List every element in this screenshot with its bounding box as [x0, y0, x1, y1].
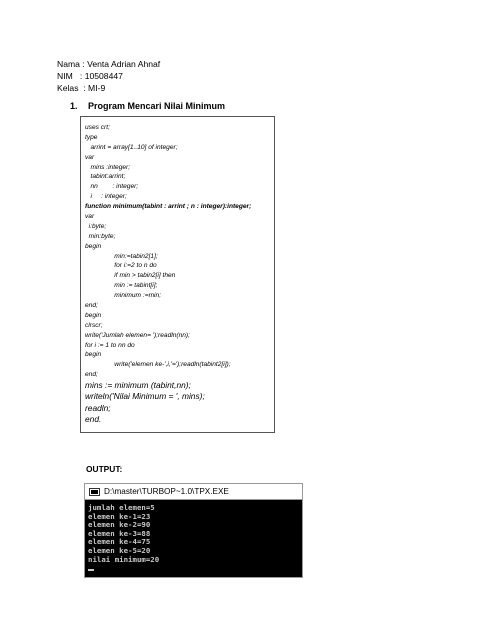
code-line: writeln('Nilai Minimum = ', mins); [85, 391, 205, 402]
code-line: mins := minimum (tabint,nn); [85, 380, 191, 391]
code-line: min:=tabin2[1]; [85, 252, 158, 260]
code-line: end; [85, 371, 98, 379]
console-line: elemen ke-3=88 [88, 528, 151, 538]
console-line: elemen ke-4=75 [88, 537, 151, 547]
code-line: write('elemen ke-',i,'=');readln(tabint2[i]); [85, 361, 231, 369]
code-line: for i := 1 to nn do [85, 341, 135, 349]
console-cursor [88, 569, 94, 571]
console-line: elemen ke-2=90 [88, 520, 151, 530]
console-line: elemen ke-1=23 [88, 511, 151, 521]
code-line: mins :integer; [85, 163, 131, 171]
console-output [85, 500, 302, 571]
code-line: write('Jumlah elemen= ');readln(nn); [85, 331, 190, 339]
code-listing [80, 116, 275, 433]
code-line: clrscr; [85, 321, 103, 329]
console-line: nilai minimum=20 [88, 554, 160, 564]
output-label: OUTPUT: [86, 464, 123, 474]
console-window-icon [89, 488, 100, 496]
code-line: arrint = array[1..10] of integer; [85, 143, 178, 151]
code-line: for i:=2 to n do [85, 262, 157, 270]
code-line: begin [85, 242, 102, 250]
section-number: 1. [70, 101, 78, 111]
student-class: Kelas : MI-9 [57, 83, 106, 93]
code-line: nn : integer; [85, 183, 139, 191]
code-line: begin [85, 351, 102, 359]
code-line: function minimum(tabint : arrint ; n : integer):integer; [85, 203, 252, 211]
section-title: Program Mencari Nilai Minimum [88, 101, 226, 111]
console-line: jumlah elemen=5 [88, 503, 155, 512]
console-line: elemen ke-5=20 [88, 545, 151, 555]
code-line: min:byte; [85, 232, 116, 240]
code-line: minimum :=min; [85, 292, 162, 300]
student-nim: NIM : 10508447 [57, 71, 123, 81]
student-name: Nama : Venta Adrian Ahnaf [57, 59, 161, 69]
code-line: var [85, 153, 95, 161]
code-line: i:byte; [85, 222, 107, 230]
code-line: begin [85, 311, 102, 319]
code-line: var [85, 213, 95, 221]
code-line: uses crt; [85, 124, 110, 131]
section-heading [70, 101, 225, 111]
code-line: end; [85, 302, 98, 310]
code-line: min := tabint[i]; [85, 282, 158, 290]
code-line: end. [85, 413, 102, 424]
console-window [84, 483, 303, 578]
console-title-bar[interactable] [85, 484, 302, 500]
code-line: i : integer; [85, 193, 127, 201]
code-line: readln; [85, 402, 111, 413]
code-line: tabint:arrint; [85, 173, 126, 181]
code-line: type [85, 133, 98, 141]
code-line: if min > tabin2[i] then [85, 272, 176, 280]
console-title: D:\master\TURBOP~1.0\TPX.EXE [104, 487, 229, 496]
